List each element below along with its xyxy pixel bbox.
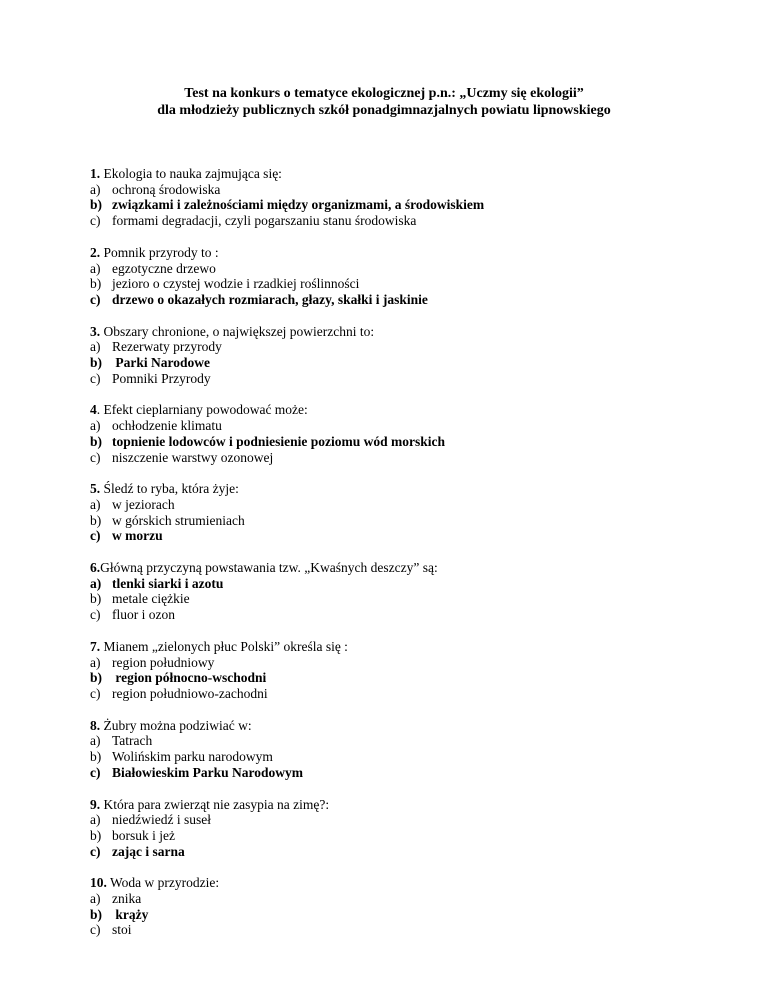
option-letter: c) xyxy=(90,685,101,701)
option-text: borsuk i jeż xyxy=(112,827,175,843)
option-text: fluor i ozon xyxy=(112,607,175,623)
option-letter: c) xyxy=(90,449,101,465)
question-number: 5. xyxy=(90,481,101,497)
option-letter: a) xyxy=(90,575,102,591)
question-text: Mianem „zielonych płuc Polski” określa się : xyxy=(100,638,348,654)
answer-option-a xyxy=(90,655,730,671)
option-letter: c) xyxy=(90,528,101,544)
option-text: w górskich strumieniach xyxy=(112,512,245,528)
answer-option-a xyxy=(90,339,730,355)
option-letter: a) xyxy=(90,812,101,828)
option-letter: b) xyxy=(90,906,103,922)
option-text: region północno-wschodni xyxy=(112,670,267,686)
answer-option-c-correct xyxy=(90,765,730,781)
option-letter: b) xyxy=(90,512,102,528)
answer-option-c xyxy=(90,607,730,623)
document-title: Test na konkurs o tematyce ekologicznej p.n.: „Uczmy się ekologii” xyxy=(184,86,584,101)
question-9 xyxy=(90,797,730,860)
option-text: niedźwiedź i suseł xyxy=(112,812,211,828)
answer-option-c-correct xyxy=(90,292,730,308)
option-letter: a) xyxy=(90,339,101,355)
option-text: niszczenie warstwy ozonowej xyxy=(112,449,274,465)
option-text: Pomniki Przyrody xyxy=(112,370,211,386)
option-letter: b) xyxy=(90,197,103,213)
option-letter: c) xyxy=(90,843,101,859)
answer-option-c xyxy=(90,450,730,466)
option-text: Białowieskim Parku Narodowym xyxy=(112,764,304,780)
answer-option-b-correct xyxy=(90,434,730,450)
answer-option-c-correct xyxy=(90,528,730,544)
option-letter: b) xyxy=(90,355,103,371)
option-text: topnienie lodowców i podniesienie poziomu wód morskich xyxy=(112,433,446,449)
answer-option-a xyxy=(90,733,730,749)
question-text: Ekologia to nauka zajmująca się: xyxy=(100,166,282,181)
question-text: . Efekt cieplarniany powodować może: xyxy=(96,402,308,418)
option-text: tlenki siarki i azotu xyxy=(112,575,224,591)
question-stem xyxy=(90,166,730,182)
answer-option-b-correct xyxy=(90,197,730,213)
option-text: drzewo o okazałych rozmiarach, głazy, skałki i jaskinie xyxy=(112,291,428,307)
option-letter: a) xyxy=(90,181,101,197)
question-stem xyxy=(90,875,730,891)
option-letter: c) xyxy=(90,764,101,780)
question-number: 10. xyxy=(90,875,107,891)
question-text: Woda w przyrodzie: xyxy=(106,875,220,891)
question-number: 1. xyxy=(90,166,101,181)
answer-option-b-correct xyxy=(90,670,730,686)
answer-option-b xyxy=(90,276,730,292)
question-stem xyxy=(90,324,730,340)
answer-option-b-correct xyxy=(90,907,730,923)
question-text: Obszary chronione, o największej powierzchni to: xyxy=(100,323,375,339)
option-text: krąży xyxy=(112,906,149,922)
answer-option-c xyxy=(90,922,730,938)
question-text: Główną przyczyną powstawania tzw. „Kwaśnych deszczy” są: xyxy=(100,560,438,576)
question-stem xyxy=(90,481,730,497)
answer-option-a xyxy=(90,418,730,434)
option-text: region południowy xyxy=(112,654,215,670)
answer-option-b xyxy=(90,513,730,529)
question-4 xyxy=(90,402,730,465)
question-stem xyxy=(90,245,730,261)
option-text: formami degradacji, czyli pogarszaniu stanu środowiska xyxy=(112,213,417,229)
option-letter: c) xyxy=(90,370,101,386)
question-text: Śledź to ryba, która żyje: xyxy=(100,481,239,497)
answer-option-a xyxy=(90,812,730,828)
answer-option-a xyxy=(90,261,730,277)
question-number: 4 xyxy=(90,402,97,418)
question-7 xyxy=(90,639,730,702)
question-list xyxy=(90,166,730,954)
question-stem xyxy=(90,560,730,576)
document-subtitle: dla młodzieży publicznych szkół ponadgimnazjalnych powiatu lipnowskiego xyxy=(157,103,611,118)
question-stem xyxy=(90,797,730,813)
answer-option-b-correct xyxy=(90,355,730,371)
option-text: związkami i zależnościami między organizmami, a środowiskiem xyxy=(112,197,485,213)
option-text: ochłodzenie klimatu xyxy=(112,418,222,434)
question-text: Która para zwierząt nie zasypia na zimę?: xyxy=(100,796,330,812)
option-letter: c) xyxy=(90,291,101,307)
option-letter: a) xyxy=(90,260,101,276)
option-letter: a) xyxy=(90,496,101,512)
question-1 xyxy=(90,166,730,229)
option-text: w jeziorach xyxy=(112,496,175,512)
option-letter: b) xyxy=(90,749,102,765)
answer-option-b xyxy=(90,828,730,844)
question-2 xyxy=(90,245,730,308)
question-text: Żubry można podziwiać w: xyxy=(100,717,252,733)
option-letter: b) xyxy=(90,433,103,449)
option-letter: b) xyxy=(90,670,103,686)
option-letter: b) xyxy=(90,591,102,607)
question-number: 2. xyxy=(90,244,101,260)
option-text: region południowo-zachodni xyxy=(112,685,268,701)
question-3 xyxy=(90,324,730,387)
option-letter: b) xyxy=(90,276,102,292)
answer-option-c xyxy=(90,686,730,702)
answer-option-b xyxy=(90,749,730,765)
option-text: jezioro o czystej wodzie i rzadkiej roślinności xyxy=(112,276,360,292)
option-letter: c) xyxy=(90,213,101,229)
option-letter: a) xyxy=(90,654,101,670)
answer-option-c xyxy=(90,371,730,387)
option-text: Wolińskim parku narodowym xyxy=(112,749,273,765)
question-stem xyxy=(90,718,730,734)
option-text: zając i sarna xyxy=(112,843,185,859)
question-number: 3. xyxy=(90,323,101,339)
option-letter: b) xyxy=(90,827,102,843)
option-text: stoi xyxy=(112,922,132,938)
question-10 xyxy=(90,875,730,938)
question-text: Pomnik przyrody to : xyxy=(100,244,219,260)
question-number: 6. xyxy=(90,560,101,576)
document-header xyxy=(0,85,768,119)
answer-option-a xyxy=(90,182,730,198)
answer-option-b xyxy=(90,591,730,607)
option-text: metale ciężkie xyxy=(112,591,190,607)
answer-option-a-correct xyxy=(90,576,730,592)
option-letter: c) xyxy=(90,607,101,623)
option-text: Rezerwaty przyrody xyxy=(112,339,222,355)
answer-option-c xyxy=(90,213,730,229)
option-letter: c) xyxy=(90,922,101,938)
question-stem xyxy=(90,639,730,655)
question-6 xyxy=(90,560,730,623)
option-text: Parki Narodowe xyxy=(112,355,210,371)
option-text: ochroną środowiska xyxy=(112,181,221,197)
question-stem xyxy=(90,402,730,418)
question-8 xyxy=(90,718,730,781)
option-text: w morzu xyxy=(112,528,163,544)
question-5 xyxy=(90,481,730,544)
option-letter: a) xyxy=(90,418,101,434)
question-number: 8. xyxy=(90,717,101,733)
option-text: egzotyczne drzewo xyxy=(112,260,216,276)
option-letter: a) xyxy=(90,733,101,749)
option-text: znika xyxy=(112,891,142,907)
question-number: 9. xyxy=(90,796,101,812)
answer-option-a xyxy=(90,497,730,513)
answer-option-c-correct xyxy=(90,844,730,860)
answer-option-a xyxy=(90,891,730,907)
option-letter: a) xyxy=(90,891,101,907)
option-text: Tatrach xyxy=(112,733,153,749)
question-number: 7. xyxy=(90,638,101,654)
